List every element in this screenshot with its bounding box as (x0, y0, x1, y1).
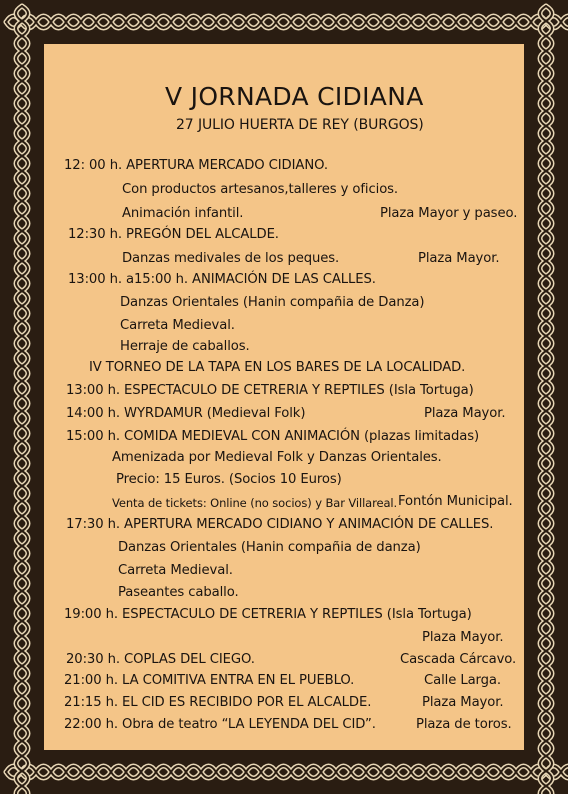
schedule-place: Calle Larga. (424, 673, 501, 688)
schedule-place: Plaza de toros. (416, 717, 512, 732)
schedule-place: Fontón Municipal. (398, 494, 513, 509)
schedule-line: Animación infantil. (122, 206, 244, 221)
schedule-place: Plaza Mayor. (418, 251, 500, 266)
schedule-line: 20:30 h. COPLAS DEL CIEGO. (66, 652, 255, 667)
schedule-line: 19:00 h. ESPECTACULO DE CETRERIA Y REPTILES (Isla Tortuga) (64, 607, 472, 622)
schedule-line: Paseantes caballo. (118, 585, 239, 600)
schedule-line: 13:00 h. a15:00 h. ANIMACIÓN DE LAS CALLES. (68, 272, 376, 287)
schedule-line: 21:00 h. LA COMITIVA ENTRA EN EL PUEBLO. (64, 673, 355, 688)
schedule-line: 12:30 h. PREGÓN DEL ALCALDE. (68, 227, 279, 242)
poster-title: V JORNADA CIDIANA (165, 82, 424, 111)
schedule-line: IV TORNEO DE LA TAPA EN LOS BARES DE LA LOCALIDAD. (89, 360, 466, 375)
schedule-line: 22:00 h. Obra de teatro “LA LEYENDA DEL CID”. (64, 717, 376, 732)
schedule-line: 14:00 h. WYRDAMUR (Medieval Folk) (66, 406, 306, 421)
schedule-line: 15:00 h. COMIDA MEDIEVAL CON ANIMACIÓN (plazas limitadas) (66, 429, 480, 444)
schedule-line: Con productos artesanos,talleres y oficios. (122, 182, 399, 197)
schedule-line: Venta de tickets: Online (no socios) y Bar Villareal. (112, 496, 398, 510)
poster-subtitle: 27 JULIO HUERTA DE REY (BURGOS) (176, 117, 424, 133)
schedule-place: Plaza Mayor. (422, 695, 504, 710)
schedule-line: Danzas Orientales (Hanin compañia de Danza) (120, 295, 425, 310)
schedule-line: 21:15 h. EL CID ES RECIBIDO POR EL ALCALDE. (64, 695, 372, 710)
schedule-line: Danzas Orientales (Hanin compañia de danza) (118, 540, 421, 555)
schedule-line: Danzas medivales de los peques. (122, 251, 340, 266)
schedule-line: 13:00 h. ESPECTACULO DE CETRERIA Y REPTILES (Isla Tortuga) (66, 383, 474, 398)
schedule-line: Amenizada por Medieval Folk y Danzas Orientales. (112, 450, 442, 465)
schedule-line: Precio: 15 Euros. (Socios 10 Euros) (116, 472, 342, 487)
schedule-line: 17:30 h. APERTURA MERCADO CIDIANO Y ANIMACIÓN DE CALLES. (66, 517, 494, 532)
schedule-line: Herraje de caballos. (120, 339, 250, 354)
schedule-place: Plaza Mayor. (422, 630, 504, 645)
schedule-place: Plaza Mayor. (424, 406, 506, 421)
schedule-place: Plaza Mayor y paseo. (380, 206, 518, 221)
schedule-place: Cascada Cárcavo. (400, 652, 517, 667)
schedule-line: Carreta Medieval. (118, 563, 233, 578)
schedule-line: 12: 00 h. APERTURA MERCADO CIDIANO. (64, 158, 328, 173)
schedule-line: Carreta Medieval. (120, 318, 235, 333)
